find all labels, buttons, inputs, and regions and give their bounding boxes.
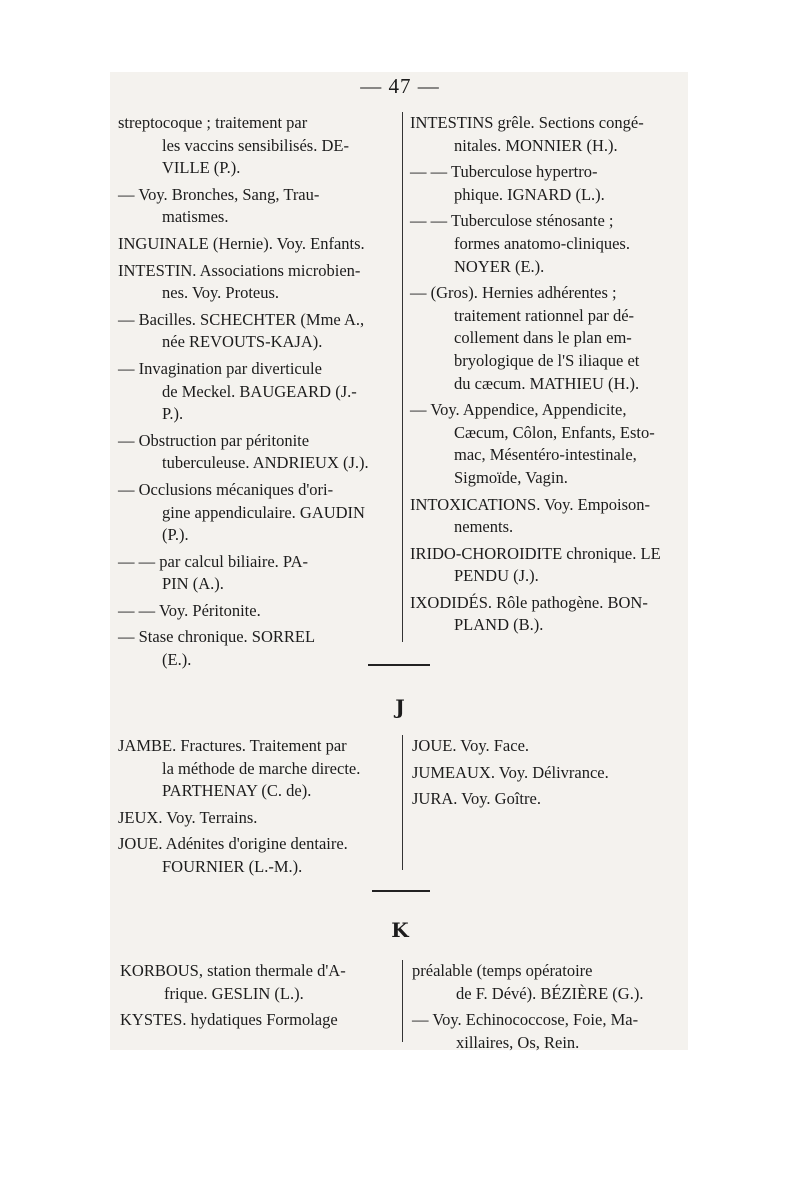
- entry-line: PIN (A.).: [162, 574, 224, 594]
- index-entry: [412, 762, 692, 785]
- entry-line: P.).: [162, 404, 184, 424]
- index-entry: [118, 735, 398, 803]
- entry-line: mac, Mésentéro-intestinale,: [454, 445, 637, 465]
- entry-line: — Voy. Bronches, Sang, Trau-: [118, 184, 320, 204]
- column-divider: [402, 112, 403, 642]
- left-column-k: [120, 960, 400, 1036]
- index-entry: [118, 430, 398, 475]
- entry-line: (E.).: [162, 650, 192, 670]
- index-entry: [410, 592, 690, 637]
- index-entry: [118, 600, 398, 623]
- entry-line: la méthode de marche directe.: [162, 758, 361, 778]
- right-column-i: [410, 112, 690, 641]
- entry-line: KYSTES. hydatiques Formolage: [120, 1010, 338, 1030]
- entry-line: gine appendiculaire. GAUDIN: [162, 502, 365, 522]
- section-letter-j: J: [395, 695, 405, 719]
- entry-line: née REVOUTS-KAJA).: [162, 332, 323, 352]
- entry-line: JOUE. Adénites d'origine dentaire.: [118, 834, 348, 854]
- index-entry: [410, 399, 690, 489]
- entry-line: IRIDO-CHOROIDITE chronique. LE: [410, 543, 661, 563]
- entry-line: Sigmoïde, Vagin.: [454, 467, 568, 487]
- column-divider: [402, 960, 403, 1042]
- entry-line: — Voy. Echinococcose, Foie, Ma-: [412, 1010, 639, 1030]
- entry-line: — — Tuberculose sténosante ;: [410, 211, 614, 231]
- entry-line: de Meckel. BAUGEARD (J.-: [162, 381, 357, 401]
- entry-line: PLAND (B.).: [454, 615, 544, 635]
- entry-line: du cæcum. MATHIEU (H.).: [454, 373, 640, 393]
- page-number: — 47 —: [360, 74, 440, 98]
- entry-line: INTOXICATIONS. Voy. Empoison-: [410, 494, 651, 514]
- index-entry: [118, 112, 398, 180]
- index-entry: [118, 260, 398, 305]
- entry-line: traitement rationnel par dé-: [454, 305, 635, 325]
- entry-line: — Occlusions mécaniques d'ori-: [118, 479, 334, 499]
- entry-line: JURA. Voy. Goître.: [412, 789, 541, 809]
- entry-line: tuberculeuse. ANDRIEUX (J.).: [162, 453, 369, 473]
- entry-line: — Obstruction par péritonite: [118, 430, 310, 450]
- entry-line: — Voy. Appendice, Appendicite,: [410, 400, 627, 420]
- entry-line: PARTHENAY (C. de).: [162, 781, 312, 801]
- index-entry: [120, 960, 400, 1005]
- index-entry: [410, 494, 690, 539]
- index-entry: [118, 233, 398, 256]
- entry-line: JAMBE. Fractures. Traitement par: [118, 736, 347, 755]
- left-column-i: [118, 112, 398, 676]
- entry-line: les vaccins sensibilisés. DE-: [162, 135, 349, 155]
- section-letter-k: K: [391, 918, 409, 942]
- entry-line: matismes.: [162, 207, 229, 227]
- index-entry: [412, 735, 692, 758]
- entry-line: VILLE (P.).: [162, 158, 241, 178]
- entry-line: JUMEAUX. Voy. Délivrance.: [412, 762, 609, 782]
- entry-line: bryologique de l'S iliaque et: [454, 350, 640, 370]
- section-rule: [372, 890, 430, 892]
- entry-line: — Stase chronique. SORREL: [118, 627, 316, 647]
- index-entry: [118, 184, 398, 229]
- index-entry: [412, 960, 692, 1005]
- index-entry: [410, 210, 690, 278]
- entry-line: — — par calcul biliaire. PA-: [118, 551, 309, 571]
- right-column-j: [412, 735, 692, 815]
- entry-line: PENDU (J.).: [454, 566, 539, 586]
- entry-line: — Bacilles. SCHECHTER (Mme A.,: [118, 309, 365, 329]
- entry-line: JOUE. Voy. Face.: [412, 736, 530, 755]
- index-entry: [118, 833, 398, 878]
- index-entry: [118, 626, 398, 671]
- entry-line: nitales. MONNIER (H.).: [454, 135, 618, 155]
- entry-line: préalable (temps opératoire: [412, 961, 593, 980]
- entry-line: de F. Dévé). BÉZIÈRE (G.).: [456, 983, 644, 1003]
- entry-line: formes anatomo-cliniques.: [454, 233, 630, 253]
- index-entry: [118, 479, 398, 547]
- column-divider: [402, 735, 403, 870]
- entry-line: frique. GESLIN (L.).: [164, 983, 304, 1003]
- index-entry: [118, 309, 398, 354]
- entry-line: Cæcum, Côlon, Enfants, Esto-: [454, 422, 655, 442]
- index-entry: [410, 112, 690, 157]
- index-entry: [118, 551, 398, 596]
- section-rule: [368, 664, 430, 666]
- index-entry: [410, 161, 690, 206]
- entry-line: phique. IGNARD (L.).: [454, 184, 605, 204]
- index-entry: [120, 1009, 400, 1032]
- index-entry: [410, 282, 690, 395]
- index-entry: [118, 807, 398, 830]
- index-entry: [118, 358, 398, 426]
- entry-line: — — Tuberculose hypertro-: [410, 162, 598, 182]
- entry-line: — Invagination par diverticule: [118, 358, 322, 378]
- entry-line: INTESTIN. Associations microbien-: [118, 260, 361, 280]
- entry-line: (P.).: [162, 525, 189, 545]
- index-entry: [410, 543, 690, 588]
- entry-line: INTESTINS grêle. Sections congé-: [410, 113, 644, 132]
- entry-line: nes. Voy. Proteus.: [162, 283, 280, 303]
- entry-line: nements.: [454, 517, 514, 537]
- entry-line: INGUINALE (Hernie). Voy. Enfants.: [118, 233, 365, 253]
- index-entry: [412, 1009, 692, 1054]
- left-column-j: [118, 735, 398, 883]
- entry-line: — — Voy. Péritonite.: [118, 600, 261, 620]
- entry-line: KORBOUS, station thermale d'A-: [120, 961, 346, 980]
- entry-line: collement dans le plan em-: [454, 328, 632, 348]
- entry-line: xillaires, Os, Rein.: [456, 1032, 580, 1052]
- entry-line: streptocoque ; traitement par: [118, 113, 308, 132]
- entry-line: NOYER (E.).: [454, 256, 545, 276]
- entry-line: FOURNIER (L.-M.).: [162, 856, 303, 876]
- entry-line: JEUX. Voy. Terrains.: [118, 807, 258, 827]
- right-column-k: [412, 960, 692, 1058]
- entry-line: — (Gros). Hernies adhérentes ;: [410, 283, 617, 303]
- entry-line: IXODIDÉS. Rôle pathogène. BON-: [410, 592, 648, 612]
- index-entry: [412, 788, 692, 811]
